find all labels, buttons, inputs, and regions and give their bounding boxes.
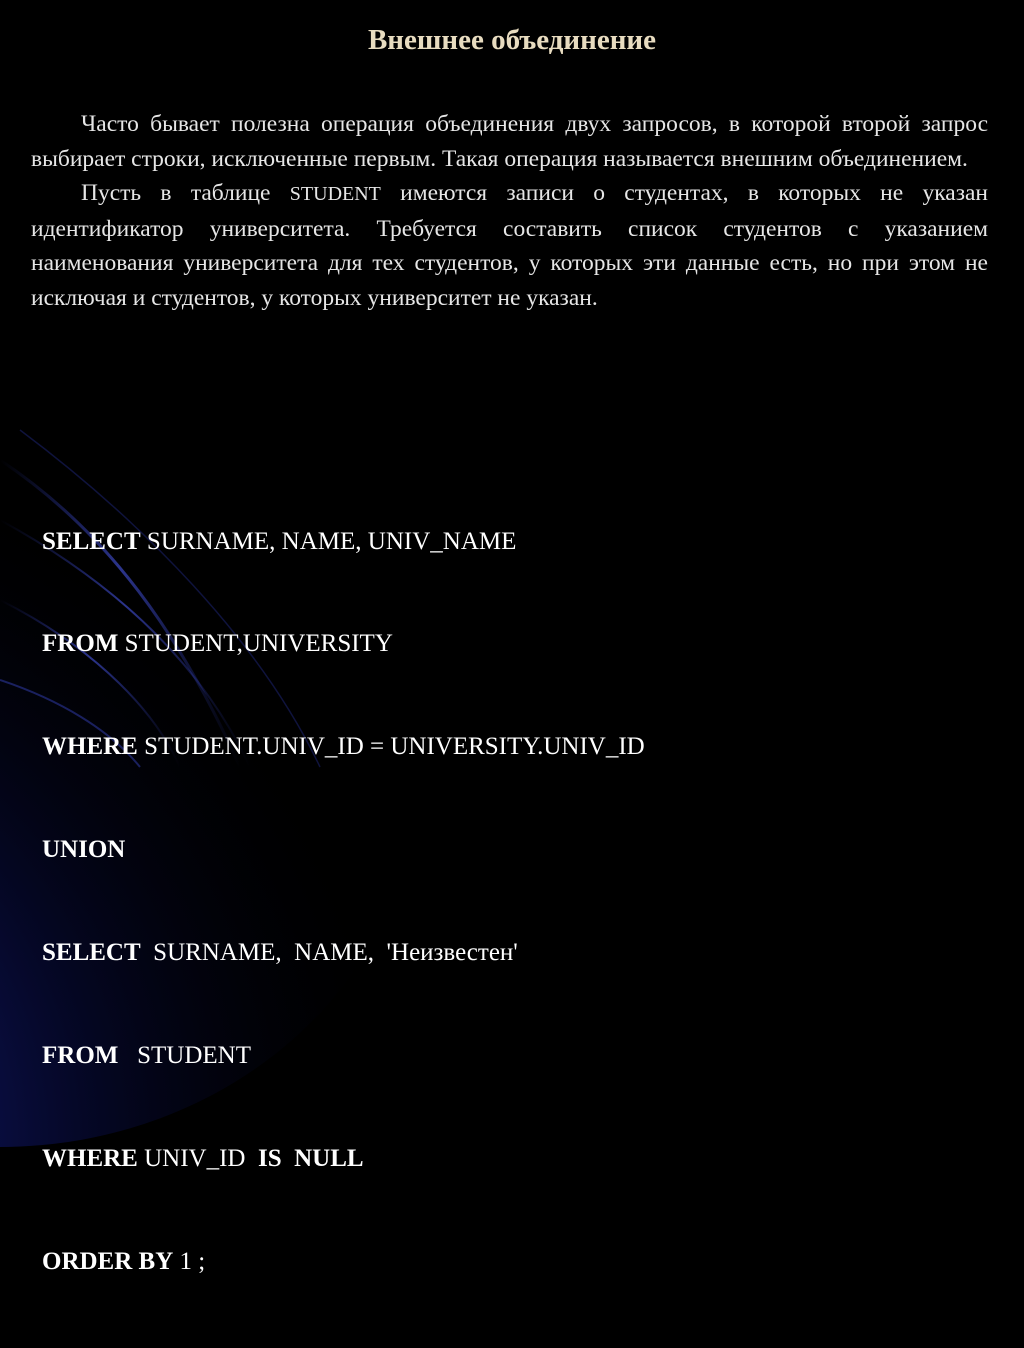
paragraph-2-before: Пусть в таблице bbox=[81, 180, 290, 206]
paragraph-1: Часто бывает полезна операция объединения двух запросов, в которой второй запрос выбирает строки, исключенные первым. Такая операция называется внешним объединением. bbox=[31, 111, 988, 172]
sql-keyword: SELECT bbox=[42, 939, 141, 967]
sql-code-block bbox=[42, 456, 645, 1348]
sql-keyword: IS NULL bbox=[257, 1144, 364, 1172]
sql-keyword: ORDER BY bbox=[42, 1247, 174, 1275]
sql-rest: STUDENT bbox=[118, 1042, 252, 1070]
sql-rest: UNIV_ID bbox=[137, 1144, 258, 1172]
sql-line bbox=[42, 1142, 645, 1176]
sql-rest: SURNAME, NAME, 'Неизвестен' bbox=[140, 939, 518, 967]
paragraph-2-after: имеются записи о студентах, в которых не указан идентификатор университета. Требуется составить список студентов с указанием наименования университета для тех студентов, у которых эти данные есть, но при этом не исключая и студентов, у которых университет не указан. bbox=[31, 180, 988, 311]
sql-keyword: WHERE bbox=[42, 733, 138, 761]
sql-rest: SURNAME, NAME, UNIV_NAME bbox=[140, 527, 517, 555]
sql-rest: STUDENT,UNIVERSITY bbox=[118, 630, 393, 658]
sql-line bbox=[42, 730, 645, 764]
body-text bbox=[31, 107, 988, 315]
sql-keyword: WHERE bbox=[42, 1144, 138, 1172]
sql-line bbox=[42, 1039, 645, 1073]
sql-keyword: SELECT bbox=[42, 527, 141, 555]
sql-keyword: UNION bbox=[42, 836, 126, 864]
paragraph-2 bbox=[31, 176, 988, 315]
sql-rest: STUDENT.UNIV_ID = UNIVERSITY.UNIV_ID bbox=[137, 733, 645, 761]
sql-line bbox=[42, 525, 645, 559]
sql-line bbox=[42, 833, 645, 867]
sql-rest: 1 ; bbox=[173, 1247, 206, 1275]
slide-title: Внешнее объединение bbox=[367, 24, 657, 56]
sql-line bbox=[42, 936, 645, 970]
table-name-student: STUDENT bbox=[289, 183, 381, 205]
sql-line bbox=[42, 627, 645, 661]
sql-keyword: FROM bbox=[42, 1042, 119, 1070]
sql-keyword: FROM bbox=[42, 630, 119, 658]
sql-line bbox=[42, 1245, 645, 1279]
